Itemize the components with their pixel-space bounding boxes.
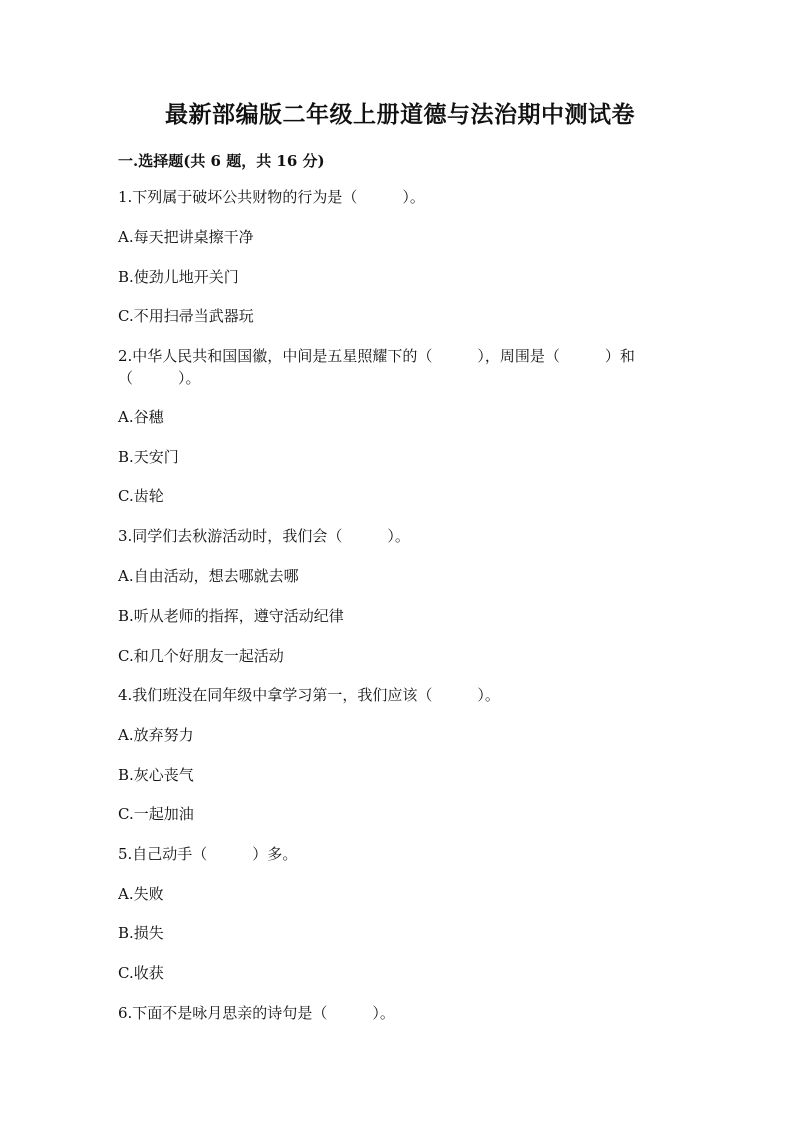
question-2-stem-line1: 2.中华人民共和国国徽，中间是五星照耀下的（ ），周围是（ ）和 [118,347,635,365]
question-2-option-c: C.齿轮 [118,487,164,505]
question-1-stem: 1.下列属于破坏公共财物的行为是（ ）。 [118,188,425,206]
question-3-stem: 3.同学们去秋游活动时，我们会（ ）。 [118,527,410,545]
question-1-option-b: B.使劲儿地开关门 [118,268,239,286]
question-3-option-c: C.和几个好朋友一起活动 [118,647,284,665]
question-1-option-a: A.每天把讲桌擦干净 [118,228,254,246]
question-2-stem-line2: （ ）。 [118,369,201,387]
question-1-option-c: C.不用扫帚当武器玩 [118,307,254,325]
section-heading: 一.选择题(共 6 题，共 16 分) [118,152,325,170]
question-3-option-a: A.自由活动，想去哪就去哪 [118,567,299,585]
question-5-option-b: B.损失 [118,924,164,942]
question-3-option-b: B.听从老师的指挥，遵守活动纪律 [118,607,344,625]
question-4-option-a: A.放弃努力 [118,726,194,744]
question-4-option-b: B.灰心丧气 [118,766,194,784]
exam-title: 最新部编版二年级上册道德与法治期中测试卷 [165,101,635,128]
question-5-stem: 5.自己动手（ ）多。 [118,845,298,863]
question-2-option-a: A.谷穗 [118,408,164,426]
question-5-option-a: A.失败 [118,885,164,903]
question-4-stem: 4.我们班没在同年级中拿学习第一，我们应该（ ）。 [118,686,500,704]
question-6-stem: 6.下面不是咏月思亲的诗句是（ ）。 [118,1004,395,1022]
question-4-option-c: C.一起加油 [118,805,194,823]
question-2-option-b: B.天安门 [118,448,179,466]
question-5-option-c: C.收获 [118,964,164,982]
